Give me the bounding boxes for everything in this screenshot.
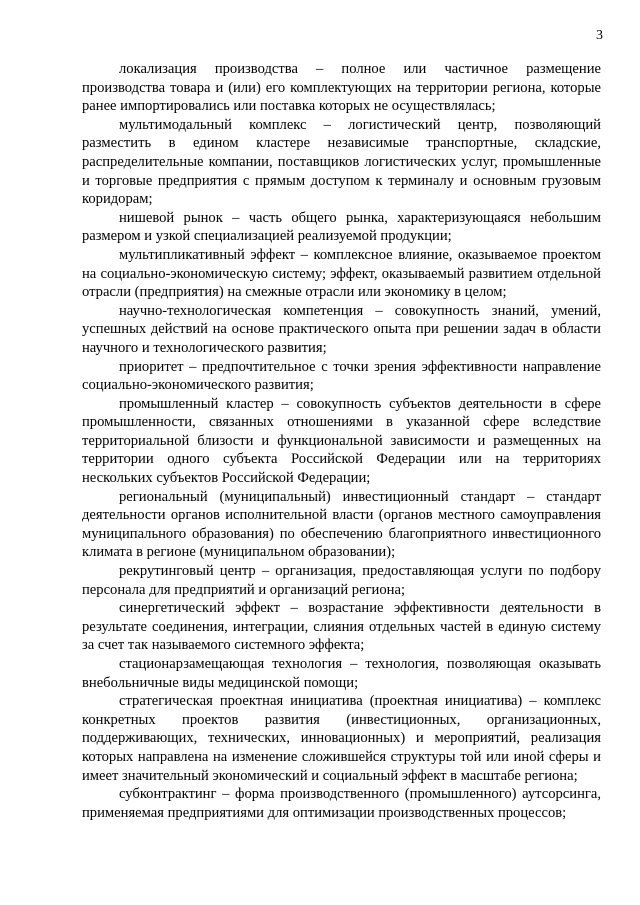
definition-paragraph: промышленный кластер – совокупность субъектов деятельности в сфере промышленности, связанных отношениями в указанной сфере вследствие территориальной близости и функциональной зависимости и размещенных на территории одного субъекта Российской Федерации или на территориях нескольких субъектов Российской Федерации; [82, 395, 601, 487]
definition-paragraph: мультимодальный комплекс – логистический центр, позволяющий разместить в едином кластере независимые транспортные, складские, распределительные компании, поставщиков логистических услуг, промышленные и торговые предприятия с прямым доступом к терминалу и основным грузовым коридорам; [82, 116, 601, 208]
definition-paragraph: синергетический эффект – возрастание эффективности деятельности в результате соединения, интеграции, слияния отдельных частей в единую систему за счет так называемого системного эффекта; [82, 600, 601, 654]
definition-paragraph: стационарзамещающая технология – технология, позволяющая оказывать внебольничные виды медицинской помощи; [82, 656, 601, 691]
definition-paragraph: стратегическая проектная инициатива (проектная инициатива) – комплекс конкретных проектов развития (инвестиционных, организационных, поддерживающих, технических, инновационных) и мероприятий, реализация которых направлена на изменение сложившейся структуры той или иной сферы и имеет значительный экономический и социальный эффект в масштабе региона; [82, 693, 601, 784]
definition-paragraph: региональный (муниципальный) инвестиционный стандарт – стандарт деятельности органов исполнительной власти (органов местного самоуправления муниципального образования) по обеспечению благоприятного инвестиционного климата в регионе (муниципальном образовании); [82, 488, 601, 561]
page-number: 3 [596, 28, 603, 43]
definition-paragraph: научно-технологическая компетенция – совокупность знаний, умений, успешных действий на основе практического опыта при решении задач в области научного и технологического развития; [82, 302, 601, 356]
definition-paragraph: приоритет – предпочтительное с точки зрения эффективности направление социально-экономического развития; [82, 358, 601, 394]
definition-paragraph: рекрутинговый центр – организация, предоставляющая услуги по подбору персонала для предприятий и организаций региона; [82, 563, 601, 598]
definition-paragraph: мультипликативный эффект – комплексное влияние, оказываемое проектом на социально-экономическую систему; эффект, оказываемый развитием отдельной отрасли (предприятия) на смежные отрасли или экономику в целом; [82, 246, 601, 301]
definition-paragraph: субконтрактинг – форма производственного (промышленного) аутсорсинга, применяемая предприятиями для оптимизации производственных процессов; [82, 786, 601, 821]
definition-paragraph: нишевой рынок – часть общего рынка, характеризующаяся небольшим размером и узкой специализацией реализуемой продукции; [82, 209, 601, 245]
document-body [82, 60, 601, 822]
definition-paragraph: локализация производства – полное или частичное размещение производства товара и (или) его комплектующих на территории региона, которые ранее импортировались или поставка которых не осуществлялась; [82, 61, 601, 115]
